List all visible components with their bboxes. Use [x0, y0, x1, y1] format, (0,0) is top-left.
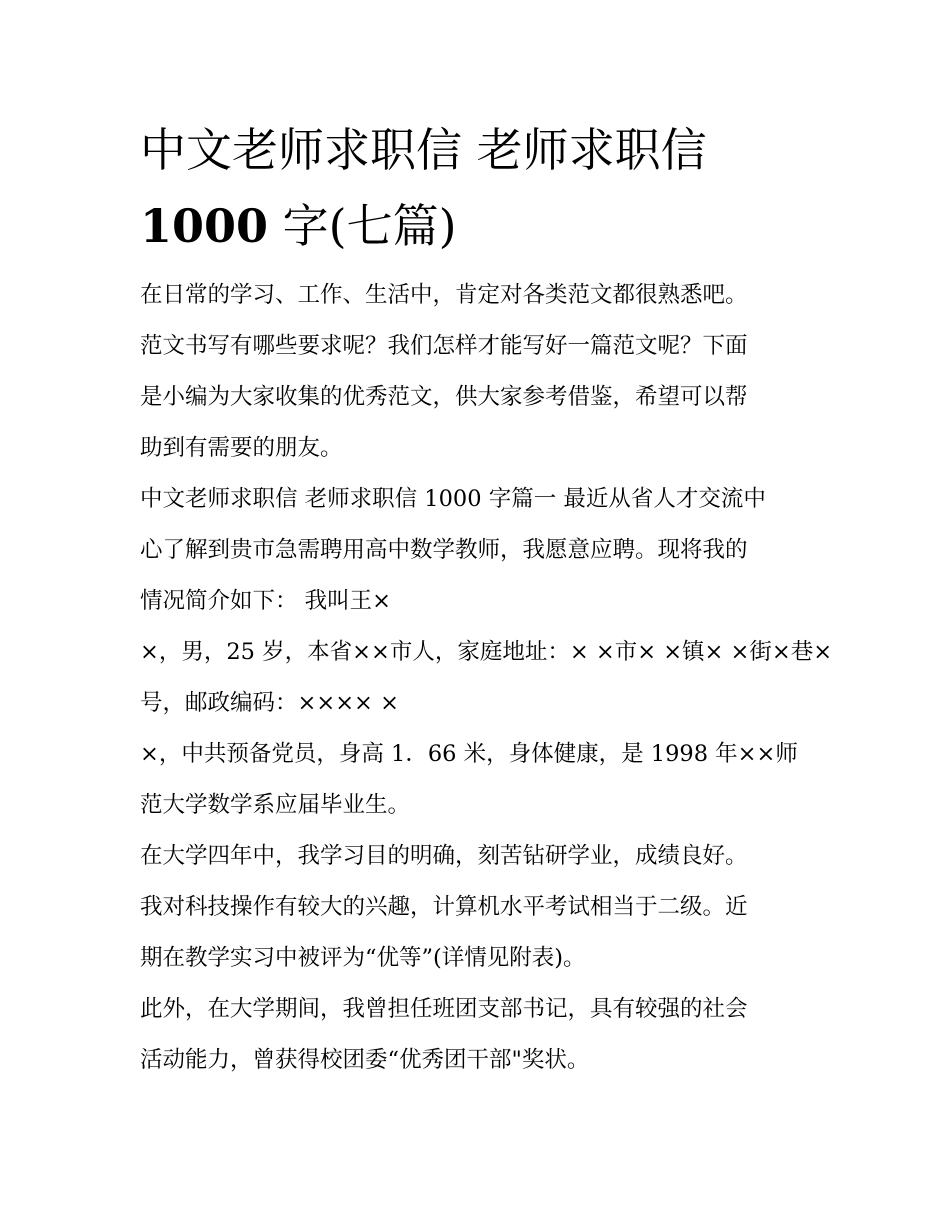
text-line: 情况简介如下： 我叫王×: [140, 588, 392, 614]
text-line: 是小编为大家收集的优秀范文，供大家参考借鉴，希望可以帮: [140, 384, 748, 410]
text-line: ×，中共预备党员，身高 1．66 米，身体健康，是 1998 年××师: [140, 741, 798, 767]
text-line: 助到有需要的朋友。: [140, 435, 343, 461]
paragraph-4: [140, 729, 820, 831]
paragraph-3: [140, 627, 833, 729]
paragraph-6: [140, 984, 820, 1086]
text-line: 中文老师求职信 老师求职信 1000 字篇一 最近从省人才交流中: [140, 486, 766, 512]
text-line: 号，邮政编码：×××× ×: [140, 690, 399, 716]
paragraph-1: [140, 270, 820, 474]
text-line: 此外，在大学期间，我曾担任班团支部书记，具有较强的社会: [140, 996, 748, 1022]
text-line: 在大学四年中，我学习目的明确，刻苦钻研学业，成绩良好。: [140, 843, 748, 869]
document-page: [140, 112, 833, 1086]
text-line: 范大学数学系应届毕业生。: [140, 792, 411, 818]
text-line: 在日常的学习、工作、生活中，肯定对各类范文都很熟悉吧。: [140, 282, 748, 308]
title-text-part1: 中文老师求职信 老师求职信: [140, 123, 707, 177]
text-line: 范文书写有哪些要求呢？我们怎样才能写好一篇范文呢？下面: [140, 333, 748, 359]
text-line: ×，男，25 岁，本省××市人，家庭地址：× ×市× ×镇× ×街×巷×: [140, 639, 833, 665]
paragraph-5: [140, 831, 820, 984]
text-line: 活动能力，曾获得校团委“优秀团干部"奖状。: [140, 1047, 590, 1073]
title-number: 1000: [140, 199, 269, 253]
paragraph-2: [140, 474, 820, 627]
document-title: [140, 112, 780, 264]
text-line: 我对科技操作有较大的兴趣，计算机水平考试相当于二级。近: [140, 894, 748, 920]
text-line: 心了解到贵市急需聘用高中数学教师，我愿意应聘。现将我的: [140, 537, 748, 563]
text-line: 期在教学实习中被评为“优等”(详情见附表)。: [140, 945, 586, 971]
title-text-part2: 字(七篇): [268, 199, 457, 253]
